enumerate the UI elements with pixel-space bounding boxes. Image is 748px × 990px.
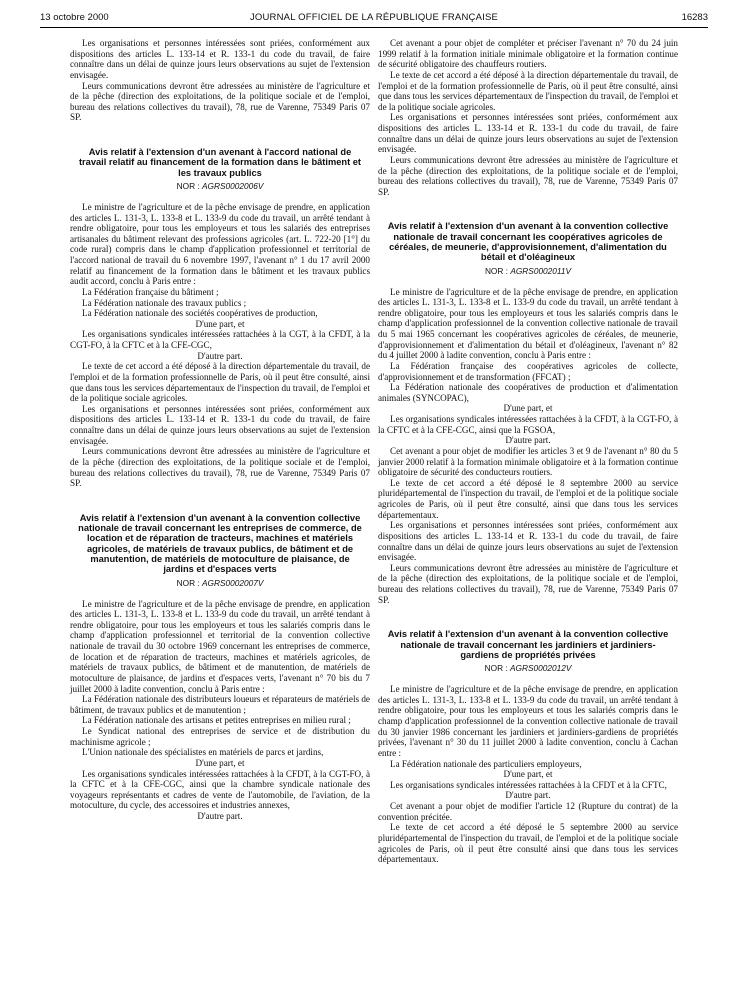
paragraph: Le ministre de l'agriculture et de la pêche envisage de prendre, en application des articles L. 131-3, L. 133-8 et L. 133-9 du code du travail, un arrêté tendant à rendre obligatoire, pour tous les employeurs et tous les salariés compris dans le champ d'application professionnel de la convention collective nationale de travail du 30 janvier 1986 concernant les jardiniers et jardiniers-gardiens de propriétés privées, l'avenant n° 30 du 11 juillet 2000 à ladite convention, conclu à Cachan entre : xyxy=(378,684,678,758)
party-item: L'Union nationale des spécialistes en matériels de parcs et jardins, xyxy=(82,747,324,758)
party-separator: D'une part, et xyxy=(503,403,553,414)
party-item: Les organisations syndicales intéressées rattachées à la CFDT et à la CFTC, xyxy=(390,779,667,790)
nor-code: AGRS0002007V xyxy=(202,577,264,588)
paragraph: Cet avenant a pour objet de modifier les articles 3 et 9 de l'avenant n° 80 du 5 janvier 2000 relatif à la formation minimale obligatoire et à la formation continue obligatoire de sécurité des conducteurs routiers. xyxy=(378,445,678,478)
nor-label: NOR : xyxy=(484,265,508,276)
party-separator: D'autre part. xyxy=(197,811,243,822)
left-column xyxy=(70,38,370,822)
paragraph: Le texte de cet accord a été déposé le 8 septembre 2000 au service pluridépartemental de l'inspection du travail, de l'emploi et de la politique sociale agricoles de Paris, où il peut être consulté, ainsi que dans tous les services départementaux. xyxy=(378,477,678,520)
paragraph: Les organisations et personnes intéressées sont priées, conformément aux dispositions des articles L. 133-14 et R. 133-1 du code du travail, de faire connaître dans un délai de quinze jours leurs observations au sujet de l'extension envisagée. xyxy=(378,520,678,563)
party-separator: D'autre part. xyxy=(197,350,243,361)
party-item: La Fédération nationale des distributeurs loueurs et réparateurs de matériels de bâtiment, de travaux publics et de manutention ; xyxy=(70,694,370,715)
header-page-number: 16283 xyxy=(681,12,708,23)
paragraph: Cet avenant a pour objet de modifier l'article 12 (Rupture du contrat) de la convention précitée. xyxy=(378,801,678,822)
paragraph: Leurs communications devront être adressées au ministère de l'agriculture et de la pêche (direction des exploitations, de la politique sociale et de l'emploi, bureau des relations collectives du travail), 78, rue de Varenne, 75349 Paris 07 SP. xyxy=(378,562,678,605)
header-rule xyxy=(40,27,708,28)
paragraph: Leurs communications devront être adressées au ministère de l'agriculture et de la pêche (direction des exploitations, de la politique sociale et de l'emploi, bureau des relations collectives du travail), 78, rue de Varenne, 75349 Paris 07 SP. xyxy=(70,80,370,123)
right-column xyxy=(378,38,678,865)
party-separator: D'une part, et xyxy=(195,757,245,768)
nor-label: NOR : xyxy=(176,577,200,588)
party-item: La Fédération nationale des particuliers employeurs, xyxy=(390,758,582,769)
paragraph: Le texte de cet accord a été déposé le 5 septembre 2000 au service pluridépartemental de l'inspection du travail, de l'emploi et de la politique sociale agricoles de Paris, où il peut être consulté ainsi que dans tous les services départementaux. xyxy=(378,822,678,865)
party-item: Le Syndicat national des entreprises de service et de distribution du machinisme agricole ; xyxy=(70,726,370,747)
nor-reference xyxy=(378,663,678,673)
paragraph: Cet avenant a pour objet de compléter et préciser l'avenant n° 70 du 24 juin 1999 relatif à la formation initiale minimale obligatoire et la formation continue de sécurité obligatoire des chauffeurs routiers. xyxy=(378,38,678,70)
party-item: La Fédération française des coopératives agricoles de collecte, d'approvisionnement et de transformation (FFCAT) ; xyxy=(378,360,678,382)
paragraph: Les organisations et personnes intéressées sont priées, conformément aux dispositions des articles L. 133-14 et R. 133-1 du code du travail, de faire connaître dans un délai de quinze jours leurs observations au sujet de l'extension envisagée. xyxy=(70,38,370,80)
nor-code: AGRS0002006V xyxy=(202,180,264,191)
party-separator: D'autre part. xyxy=(505,435,551,446)
notice-title: Avis relatif à l'extension d'un avenant à la convention collective nationale de travail concernant les coopératives agricoles de céréales, de meunerie, d'approvisionnement, d'alimentation du bétail et d'oléagineux xyxy=(387,221,669,263)
paragraph: Le texte de cet accord a été déposé à la direction départementale du travail, de l'emploi et de la formation professionnelle de Paris, où il peut être consulté, ainsi que dans tous les services départementaux de l'inspection du travail, de l'emploi et de la politique sociale agricoles. xyxy=(70,361,371,404)
paragraph: Le ministre de l'agriculture et de la pêche envisage de prendre, en application des articles L. 131-3, L. 133-8 et L. 133-9 du code du travail, un arrêté tendant à rendre obligatoire, pour tous les employeurs et tous les salariés des entreprises artisanales du bâtiment relevant des professions agricoles (art. L. 722-20 [1°] du code rural) compris dans le champ d'application professionnel et territorial de l'accord national de travail du 6 novembre 1997, l'avenant n° 1 du 17 avril 2000 relatif au financement de la formation dans le bâtiment et les travaux publics audit accord, conclu à Paris entre : xyxy=(70,201,370,287)
notice-title: Avis relatif à l'extension d'un avenant à la convention collective nationale de travail concernant les jardiniers et jardiniers-gardiens de propriétés privées xyxy=(387,629,669,660)
party-separator: D'une part, et xyxy=(503,769,553,780)
paragraph: Le ministre de l'agriculture et de la pêche envisage de prendre, en application des articles L. 131-3, L. 133-8 et L. 133-9 du code du travail, un arrêté tendant à rendre obligatoire, pour tous les employeurs et tous les salariés compris dans le champ d'application professionnel et territorial de la convention collective nationale de travail du 30 octobre 1969 concernant les entreprises de commerce, de location et de réparation de tracteurs, machines et matériels agricoles, de matériels de travaux publics, de bâtiment et de manutention, de matériels de motoculture de plaisance, de jardins et d'espaces verts, l'avenant n° 70 bis du 7 juillet 2000 à ladite convention, conclu à Paris entre : xyxy=(70,598,370,694)
party-item: Les organisations syndicales intéressées rattachées à la CFDT, à la CGT-FO, à la CFTC et à la CFE-CGC, ainsi que la chambre syndicale nationale des voyageurs représentants et cadres de vente de l'automobile, de l'aviation, de la motoculture, du cycle, des accessoires et industries annexes, xyxy=(70,768,370,811)
party-item: La Fédération nationale des artisans et petites entreprises en milieu rural ; xyxy=(82,715,351,726)
nor-label: NOR : xyxy=(176,180,200,191)
notice-title: Avis relatif à l'extension d'un avenant à l'accord national de travail relatif au financement de la formation dans le bâtiment et les travaux publics xyxy=(78,147,362,178)
party-separator: D'autre part. xyxy=(505,790,551,801)
party-item: Les organisations syndicales intéressées rattachées à la CFDT, à la CGT-FO, à la CFTC et à la CFE-CGC, ainsi que la FGSOA, xyxy=(378,414,678,435)
nor-label: NOR : xyxy=(484,663,508,674)
paragraph: Les organisations et personnes intéressées sont priées, conformément aux dispositions des articles L. 133-14 et R. 133-1 du code du travail, de faire connaître dans un délai de quinze jours leurs observations au sujet de l'extension envisagée. xyxy=(378,112,678,155)
header-date: 13 octobre 2000 xyxy=(40,12,109,23)
party-item: La Fédération nationale des coopératives de production et d'alimentation animales (SYNCOPAC), xyxy=(378,382,678,403)
paragraph: Leurs communications devront être adressées au ministère de l'agriculture et de la pêche (direction des exploitations, de la politique sociale et de l'emploi, bureau des relations collectives du travail), 78, rue de Varenne, 75349 Paris 07 SP. xyxy=(70,446,370,489)
paragraph: Leurs communications devront être adressées au ministère de l'agriculture et de la pêche (direction des exploitations, de la politique sociale et de l'emploi, bureau des relations collectives du travail), 78, rue de Varenne, 75349 Paris 07 SP. xyxy=(378,154,678,197)
party-item: Les organisations syndicales intéressées rattachées à la CGT, à la CFDT, à la CGT-FO, à la CFTC et à la CFE-CGC, xyxy=(70,329,370,351)
page-header xyxy=(40,12,708,26)
paragraph: Les organisations et personnes intéressées sont priées, conformément aux dispositions des articles L. 133-14 et R. 133-1 du code du travail, de faire connaître dans un délai de quinze jours leurs observations au sujet de l'extension envisagée. xyxy=(70,403,370,446)
header-journal-title: JOURNAL OFFICIEL DE LA RÉPUBLIQUE FRANÇAISE xyxy=(249,12,499,23)
nor-code: AGRS0002011V xyxy=(510,265,572,276)
nor-reference xyxy=(378,266,678,276)
paragraph: Le texte de cet accord a été déposé à la direction départementale du travail, de l'emploi et de la formation professionnelle de Paris, où il peut être consulté, ainsi que dans tous les services départementaux de l'inspection du travail, de l'emploi et de la politique sociale agricoles. xyxy=(378,69,679,112)
party-item: La Fédération française du bâtiment ; xyxy=(82,286,219,297)
notice-title: Avis relatif à l'extension d'un avenant à la convention collective nationale de travail concernant les entreprises de commerce, de location et de réparation de tracteurs, machines et matériels agricoles, de matériels de travaux publics, de bâtiment et de manutention, de matériels de motoculture de plaisance, de jardins et d'espaces verts xyxy=(78,512,362,575)
paragraph: Le ministre de l'agriculture et de la pêche envisage de prendre, en application des articles L. 131-3, L. 133-8 et L. 133-9 du code du travail, un arrêté tendant à rendre obligatoire, pour tous les employeurs et tous les salariés compris dans le champ d'application professionnel de la convention collective nationale de travail du 5 mai 1965 concernant les coopératives agricoles de céréales, de meunerie, d'approvisionnement et d'alimentation du bétail et d'oléagineux, l'avenant n° 82 du 4 juillet 2000 à ladite convention, conclu à Paris entre : xyxy=(378,286,678,361)
nor-code: AGRS0002012V xyxy=(510,663,572,674)
party-separator: D'une part, et xyxy=(195,318,245,329)
party-item: La Fédération nationale des sociétés coopératives de production, xyxy=(82,308,318,319)
nor-reference xyxy=(70,181,370,191)
party-item: La Fédération nationale des travaux publics ; xyxy=(82,297,247,308)
nor-reference xyxy=(70,578,370,588)
